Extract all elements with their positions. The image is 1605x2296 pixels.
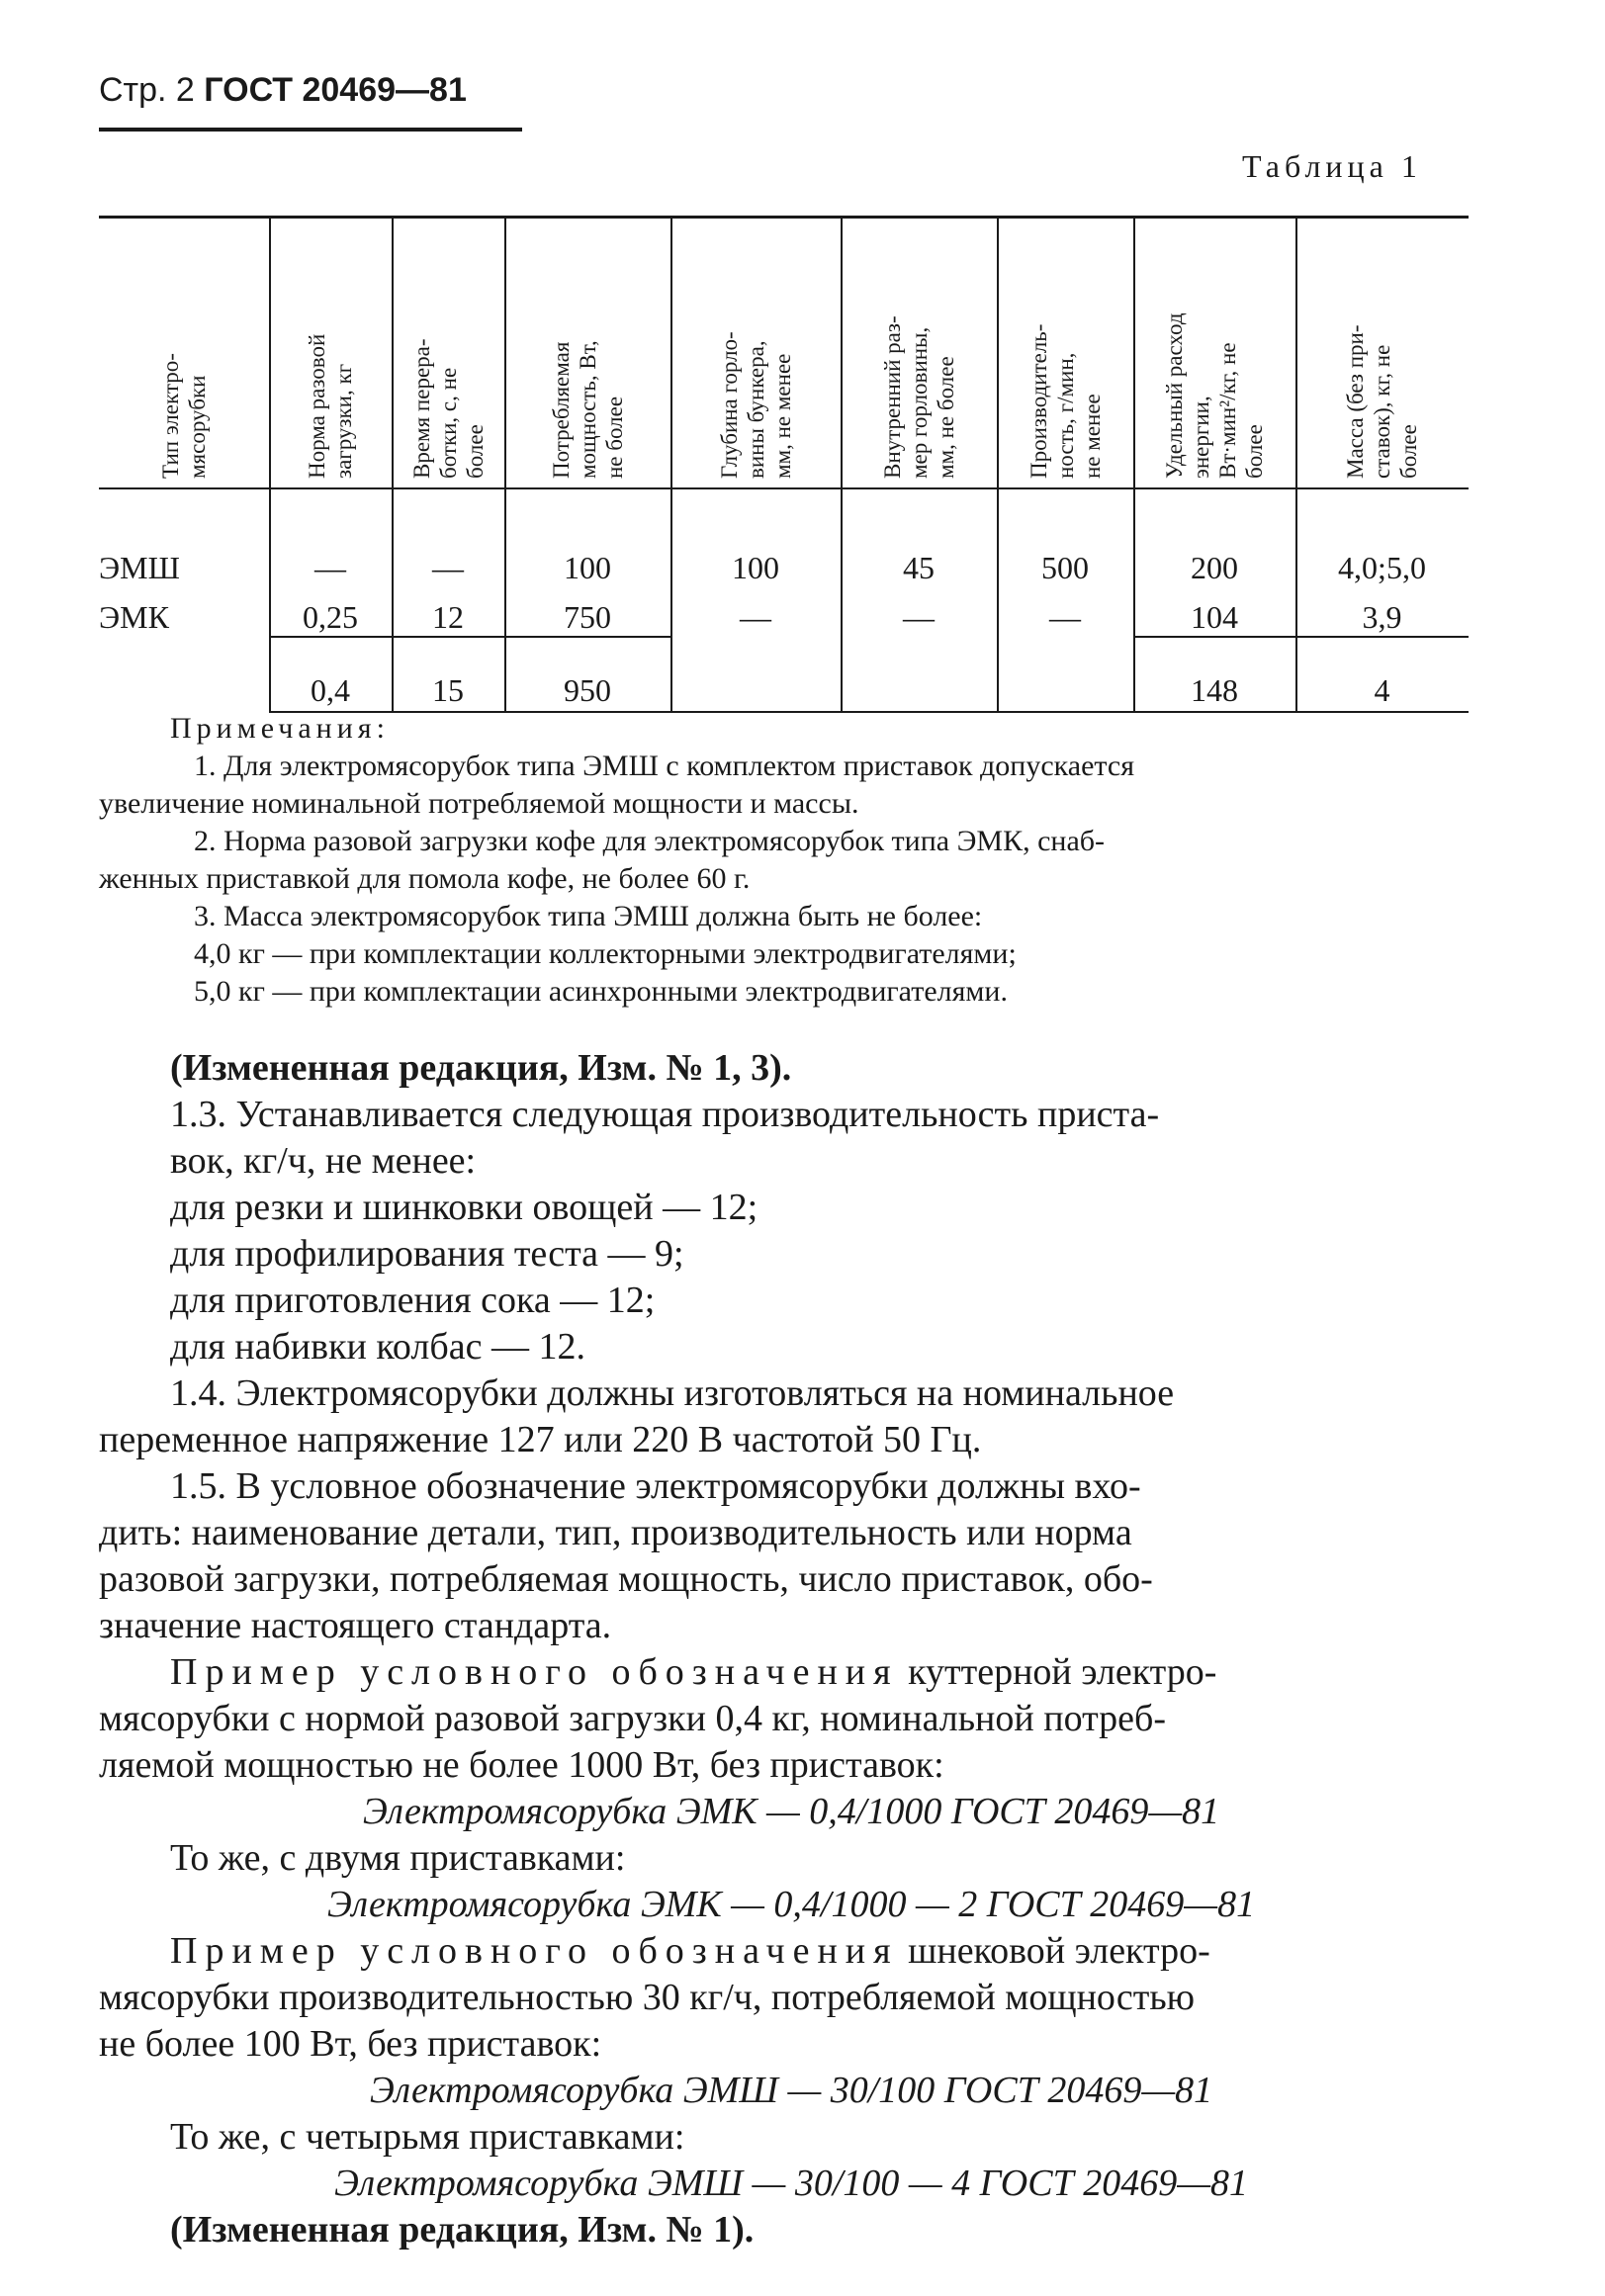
table-cell: — [1049,599,1081,635]
column-separator [269,216,271,711]
column-header-line: вины бункера, [743,340,768,479]
column-header-line: Внутренний раз- [879,315,905,479]
example-heading-tail: шнековой электро- [898,1930,1210,1972]
page-number: Стр. 2 [99,71,195,109]
column-header-line: мер горловины, [906,326,932,479]
note-line: 1. Для электромясорубок типа ЭМШ с комплектом приставок допускается [194,750,1135,782]
paragraph-line: ляемой мощностью не более 1000 Вт, без приставок: [99,1744,944,1786]
column-header-line: Удельный расход [1162,312,1187,479]
column-separator [997,216,999,711]
column-header-line: Время перера- [408,338,434,479]
designation-example: Электромясорубка ЭМШ — 30/100 ГОСТ 20469—81 [369,2070,1213,2111]
table-cell: 148 [1191,672,1238,708]
note-line: женных приставкой для помола кофе, не более 60 г. [99,862,751,895]
page-header [99,71,467,110]
column-header-line: мясорубки [185,375,210,479]
column-header-line: ность, г/мин, [1052,352,1078,479]
column-header [408,338,489,479]
column-header [304,334,357,479]
column-header-line: энергии, [1189,396,1213,479]
table-cell: 104 [1191,599,1238,635]
list-item: для профилирования теста — 9; [170,1233,684,1275]
edit-note: (Измененная редакция, Изм. № 1, 3). [170,1047,792,1089]
header-rule [99,128,522,132]
paragraph-line: мясорубки с нормой разовой загрузки 0,4 кг, номинальной потреб- [99,1698,1166,1739]
column-header [157,353,211,479]
paragraph-line: 1.4. Электромясорубки должны изготовляться на номинальное [170,1372,1175,1414]
note-line: увеличение номинальной потребляемой мощности и массы. [99,787,859,820]
note-line: 5,0 кг — при комплектации асинхронными электродвигателями. [194,975,1008,1008]
column-header [1025,324,1106,479]
table-label: Таблица 1 [1242,148,1422,184]
table-cell: 200 [1191,550,1238,585]
table-cell: 4,0;5,0 [1338,550,1426,585]
row-divider [269,636,670,638]
table-cell: 4 [1374,672,1390,708]
column-header [716,331,796,479]
row-divider [1133,636,1469,638]
table-cell: 750 [564,599,611,635]
column-header [879,315,959,479]
table-header-rule [99,487,1469,489]
paragraph-line: 1.3. Устанавливается следующая производительность приста- [170,1094,1160,1135]
column-separator [1133,216,1135,711]
designation-example: Электромясорубка ЭМК — 0,4/1000 ГОСТ 20469—81 [362,1791,1220,1832]
table-cell: 950 [564,672,611,708]
paragraph-line: не более 100 Вт, без приставок: [99,2023,602,2065]
table-cell: 15 [432,672,464,708]
column-header-line: Потребляемая [548,341,574,479]
table-cell: 0,25 [303,599,358,635]
table-cell: 500 [1041,550,1089,585]
paragraph-line: 1.5. В условное обозначение электромясорубки должны вхо- [170,1465,1141,1507]
paragraph-line: мясорубки производительностью 30 кг/ч, потребляемой мощностью [99,1977,1196,2018]
note-line: 3. Масса электромясорубок типа ЭМШ должна быть не более: [194,900,983,932]
designation-example: Электромясорубка ЭМШ — 30/100 — 4 ГОСТ 20469—81 [333,2163,1249,2204]
column-header [1161,312,1268,479]
column-separator [1295,216,1297,711]
table-cell: — [903,599,935,635]
column-header-line: ставок), кг, не [1370,344,1394,479]
note-line: 2. Норма разовой загрузки кофе для электромясорубок типа ЭМК, снаб- [194,825,1106,857]
table-cell: — [432,550,464,585]
table-top-rule [99,216,1469,219]
column-header-line: не более [601,396,627,479]
standard-number: ГОСТ 20469—81 [204,71,467,109]
example-heading-line [170,1650,1216,1694]
designation-example: Электромясорубка ЭМК — 0,4/1000 — 2 ГОСТ 20469—81 [326,1884,1256,1925]
table-cell: 0,4 [311,672,350,708]
column-separator [504,216,506,711]
column-separator [841,216,843,711]
example-heading: Пример условного обозначения [170,1930,899,1972]
paragraph-line: То же, с четырьмя приставками: [170,2116,685,2158]
column-separator [392,216,394,711]
column-header-line: более [1242,424,1267,479]
column-header-line: Масса (без при- [1343,324,1368,479]
paragraph-line: переменное напряжение 127 или 220 В частотой 50 Гц. [99,1419,982,1460]
list-item: для набивки колбас — 12. [170,1326,585,1368]
example-heading: Пример условного обозначения [170,1651,899,1693]
notes-title: Примечания: [170,712,390,745]
table-cell: 3,9 [1362,599,1402,635]
column-header-line: более [1396,424,1421,479]
example-heading-tail: куттерной электро- [898,1651,1217,1693]
edit-note: (Измененная редакция, Изм. № 1). [170,2209,755,2251]
paragraph-line: разовой загрузки, потребляемая мощность, число приставок, обо- [99,1558,1153,1600]
column-separator [670,216,672,711]
column-header [548,340,628,479]
list-item: для резки и шинковки овощей — 12; [170,1187,758,1228]
row-type-label: ЭМК [99,599,169,635]
column-header-line: более [462,424,488,479]
table-bottom-rule [269,711,1469,713]
column-header-line: мм, не менее [769,353,795,479]
column-header [1342,325,1422,479]
column-header-line: ботки, с, не [435,367,461,479]
table-cell: — [740,599,771,635]
paragraph-line: значение настоящего стандарта. [99,1605,612,1646]
row-type-label: ЭМШ [99,550,180,585]
table-cell: 100 [732,550,779,585]
table-cell: — [314,550,346,585]
paragraph-line: вок, кг/ч, не менее: [170,1140,477,1182]
specs-table [99,216,1469,712]
table-cell: 12 [432,599,464,635]
list-item: для приготовления сока — 12; [170,1280,656,1321]
column-header-line: Глубина горло- [716,331,742,479]
table-cell: 100 [564,550,611,585]
table-cell: 45 [903,550,935,585]
column-header-line: Производитель- [1025,323,1051,479]
column-header-line: Вт·мин²/кг, не [1215,342,1240,479]
paragraph-line: дить: наименование детали, тип, производительность или норма [99,1512,1132,1553]
column-header-line: загрузки, кг [331,363,356,479]
column-header-line: не менее [1079,394,1105,479]
paragraph-line: То же, с двумя приставками: [170,1837,626,1879]
example-heading-line [170,1929,1210,1973]
column-header-line: мм, не более [933,356,958,479]
column-header-line: мощность, Вт, [575,340,600,479]
column-header-line: Норма разовой [305,333,329,479]
note-line: 4,0 кг — при комплектации коллекторными электродвигателями; [194,937,1017,970]
column-header-line: Тип электро- [158,353,183,479]
